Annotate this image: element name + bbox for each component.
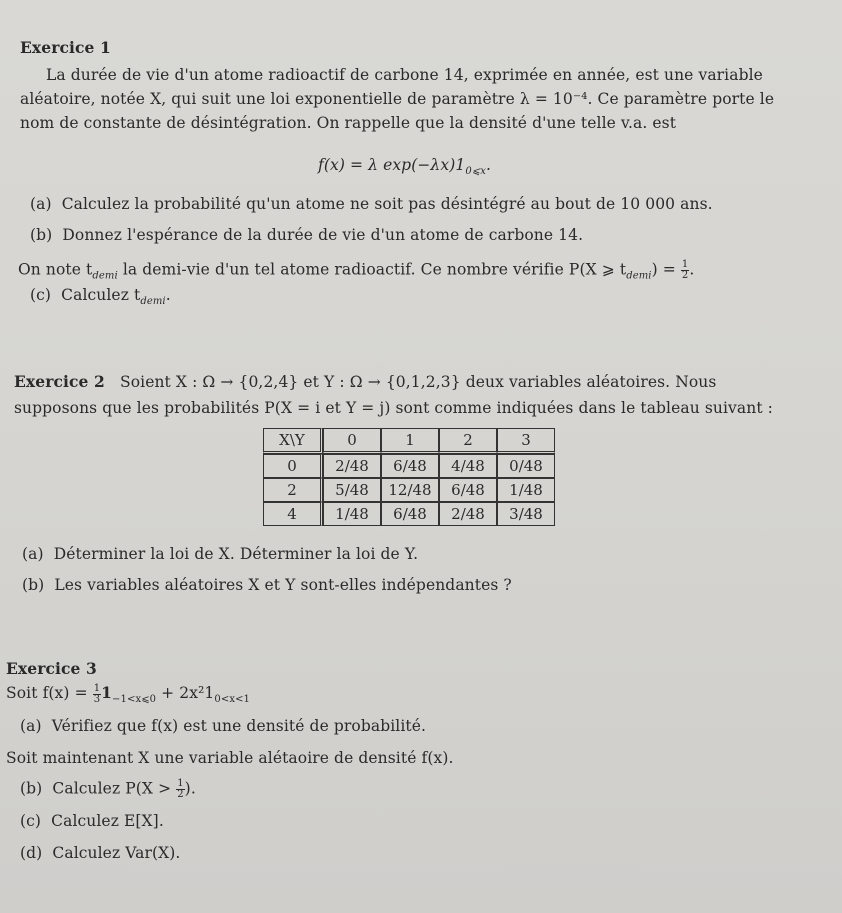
table-cell: 6/48 bbox=[381, 502, 439, 526]
ex3-question-b: (b) Calculez P(X > $\frac{1}{2}$ ). bbox=[20, 778, 196, 800]
ex1-title: Exercice 1 bbox=[20, 38, 111, 57]
ex3-fraction-third: $\frac{1}{3}$ bbox=[93, 682, 101, 705]
table-row-header: 2 bbox=[263, 478, 323, 502]
ex1-para-line-1: La durée de vie d'un atome radioactif de carbone 14, exprimée en année, est une variable bbox=[46, 66, 763, 84]
table-cell: 2/48 bbox=[323, 454, 381, 478]
ex1-question-a: (a) Calculez la probabilité qu'un atome ne soit pas désintégré au bout de 10 000 ans. bbox=[30, 195, 713, 213]
table-cell: 2/48 bbox=[439, 502, 497, 526]
table-cell: 6/48 bbox=[381, 454, 439, 478]
ex2-intro-line-1: Exercice 2 Soient X : Ω → {0,2,4} et Y : Ω → {0,1,2,3} deux variables aléatoires. Nous bbox=[14, 372, 717, 391]
table-cell: 1/48 bbox=[497, 478, 555, 502]
table-cell: 6/48 bbox=[439, 478, 497, 502]
ex2-title: Exercice 2 bbox=[14, 372, 105, 391]
ex2-question-b: (b) Les variables aléatoires X et Y sont-elles indépendantes ? bbox=[22, 576, 512, 594]
table-cell: 4/48 bbox=[439, 454, 497, 478]
ex3-density-definition: Soit f(x) = $\frac{1}{3}$ $1_{-1<x⩽0} + 2x^21_{0<x<1}$ bbox=[6, 682, 251, 706]
ex1-question-b: (b) Donnez l'espérance de la durée de vie d'un atome de carbone 14. bbox=[30, 226, 584, 244]
table-row bbox=[263, 454, 555, 478]
table-row-header: 0 bbox=[263, 454, 323, 478]
table-col-header: 3 bbox=[497, 428, 555, 454]
ex2-question-a: (a) Déterminer la loi de X. Déterminer la loi de Y. bbox=[22, 545, 419, 563]
table-col-header: 2 bbox=[439, 428, 497, 454]
ex1-fraction-half: $\frac{1}{2}$ bbox=[681, 259, 689, 281]
table-cell: 5/48 bbox=[323, 478, 381, 502]
table-cell: 0/48 bbox=[497, 454, 555, 478]
table-cell: 3/48 bbox=[497, 502, 555, 526]
ex3-intro: Soit maintenant X une variable alétaoire de densité f(x). bbox=[6, 749, 454, 767]
ex2-intro-line-2: supposons que les probabilités P(X = i et Y = j) sont comme indiquées dans le tableau suivant : bbox=[14, 399, 773, 417]
table-row bbox=[263, 502, 555, 526]
ex3-question-d: (d) Calculez Var(X). bbox=[20, 844, 181, 862]
ex1-half-life-note: On note $t_{demi}$ la demi-vie d'un tel atome radioactif. Ce nombre vérifie P(X ⩾ $t_{demi}$) = $\frac{1}{2}$ . bbox=[18, 259, 695, 282]
ex1-density-formula: f(x) = λ $\exp(-\lambda x)1_{0⩽x}$. bbox=[318, 156, 492, 178]
table-row bbox=[263, 478, 555, 502]
ex1-para-line-3: nom de constante de désintégration. On rappelle que la densité d'une telle v.a. est bbox=[20, 114, 677, 132]
table-col-header: 1 bbox=[381, 428, 439, 454]
table-cell: 12/48 bbox=[381, 478, 439, 502]
ex3-fraction-half: $\frac{1}{2}$ bbox=[177, 778, 184, 800]
table-corner-cell: X\Y bbox=[263, 428, 323, 454]
table-col-header: 0 bbox=[323, 428, 381, 454]
ex1-para-line-2: aléatoire, notée X, qui suit une loi exponentielle de paramètre λ = 10⁻⁴. Ce paramètre porte le bbox=[20, 90, 775, 108]
ex1-question-c: (c) Calculez $t_{demi}$. bbox=[30, 286, 171, 308]
probability-table bbox=[263, 428, 555, 526]
ex3-question-c: (c) Calculez E[X]. bbox=[20, 812, 164, 830]
table-header-row bbox=[263, 428, 555, 454]
ex3-question-a: (a) Vérifiez que f(x) est une densité de probabilité. bbox=[20, 717, 427, 735]
ex3-title: Exercice 3 bbox=[6, 659, 97, 678]
table-row-header: 4 bbox=[263, 502, 323, 526]
table-cell: 1/48 bbox=[323, 502, 381, 526]
